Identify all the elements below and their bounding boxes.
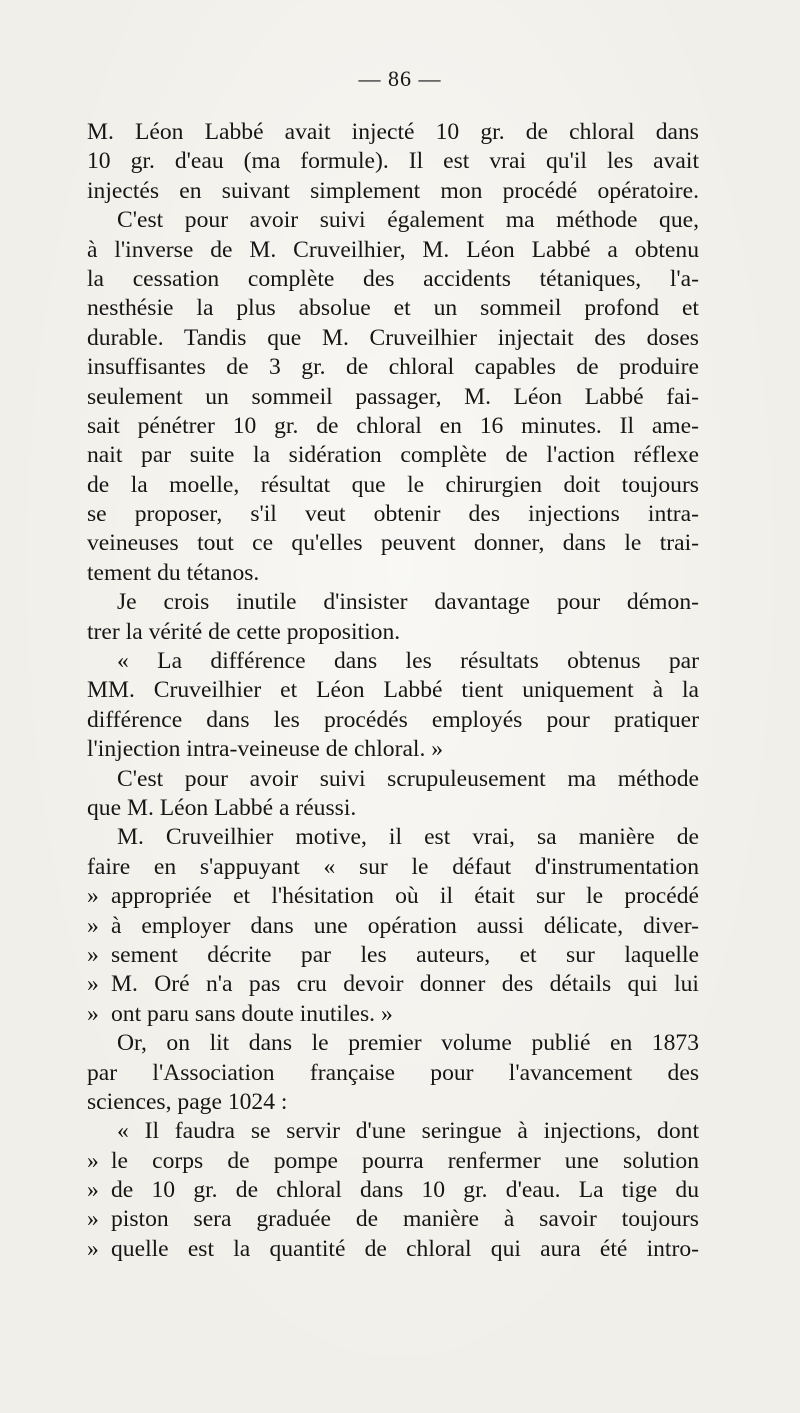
quote-mark: » bbox=[87, 971, 99, 998]
text-line bbox=[87, 441, 699, 470]
line-text: sement décrite par les auteurs, et sur laquelle bbox=[111, 941, 699, 968]
line-text: injectés en suivant simplement mon procédé opératoire. bbox=[87, 177, 699, 204]
line-text: M. Oré n'a pas cru devoir donner des détails qui lui bbox=[111, 971, 699, 998]
line-text: par l'Association française pour l'avancement des bbox=[87, 1059, 699, 1086]
text-line bbox=[87, 1029, 699, 1058]
line-text: seulement un sommeil passager, M. Léon Labbé fai- bbox=[87, 383, 699, 410]
quote-mark: » bbox=[87, 1235, 99, 1262]
text-line bbox=[87, 882, 699, 911]
text-line bbox=[87, 236, 699, 265]
text-line bbox=[87, 324, 699, 353]
text-line bbox=[87, 353, 699, 382]
quote-mark: » bbox=[87, 1177, 99, 1204]
text-line bbox=[87, 1088, 699, 1117]
quote-mark: » bbox=[87, 1000, 99, 1027]
text-line bbox=[87, 794, 699, 823]
text-line bbox=[87, 706, 699, 735]
line-text: M. Cruveilhier motive, il est vrai, sa manière de bbox=[117, 824, 699, 851]
line-text: le corps de pompe pourra renfermer une solution bbox=[111, 1147, 699, 1174]
text-line bbox=[87, 1205, 699, 1234]
line-text: ont paru sans doute inutiles. » bbox=[111, 1000, 393, 1027]
text-line bbox=[87, 970, 699, 999]
text-line bbox=[87, 412, 699, 441]
text-line bbox=[87, 647, 699, 676]
text-line bbox=[87, 1147, 699, 1176]
text-line bbox=[87, 823, 699, 852]
text-line bbox=[87, 383, 699, 412]
text-line bbox=[87, 559, 699, 588]
line-text: « La différence dans les résultats obtenus par bbox=[117, 648, 699, 675]
line-text: quelle est la quantité de chloral qui aura été intro- bbox=[111, 1235, 699, 1262]
line-text: durable. Tandis que M. Cruveilhier injectait des doses bbox=[87, 324, 699, 351]
line-text: de la moelle, résultat que le chirurgien doit toujours bbox=[87, 471, 699, 498]
line-text: M. Léon Labbé avait injecté 10 gr. de chloral dans bbox=[87, 119, 699, 145]
line-text: sait pénétrer 10 gr. de chloral en 16 minutes. Il ame- bbox=[87, 412, 699, 439]
quote-mark: » bbox=[87, 1206, 99, 1233]
line-text: l'injection intra-veineuse de chloral. » bbox=[87, 736, 444, 763]
text-line bbox=[87, 206, 699, 235]
text-line bbox=[87, 676, 699, 705]
text-line bbox=[87, 941, 699, 970]
quote-mark: » bbox=[87, 912, 99, 939]
line-text: C'est pour avoir suivi également ma méthode que, bbox=[117, 207, 699, 234]
text-line bbox=[87, 735, 699, 764]
line-text: veineuses tout ce qu'elles peuvent donner, dans le trai- bbox=[87, 530, 699, 557]
page-number: — 86 — bbox=[358, 66, 442, 91]
text-line bbox=[87, 500, 699, 529]
line-text: nait par suite la sidération complète de l'action réflexe bbox=[87, 442, 699, 469]
line-text: 10 gr. d'eau (ma formule). Il est vrai qu'il les avait bbox=[87, 148, 699, 175]
line-text: C'est pour avoir suivi scrupuleusement ma méthode bbox=[117, 765, 699, 792]
quote-mark: » bbox=[87, 1147, 99, 1174]
line-text: Or, on lit dans le premier volume publié en 1873 bbox=[117, 1030, 699, 1057]
text-line bbox=[87, 147, 699, 176]
text-line bbox=[87, 618, 699, 647]
text-line bbox=[87, 471, 699, 500]
body-text bbox=[87, 118, 699, 1264]
line-text: à employer dans une opération aussi délicate, diver- bbox=[111, 912, 699, 939]
text-line bbox=[87, 1000, 699, 1029]
text-line bbox=[87, 912, 699, 941]
quote-mark: » bbox=[87, 941, 99, 968]
text-line bbox=[87, 265, 699, 294]
text-line bbox=[87, 853, 699, 882]
line-text: nesthésie la plus absolue et un sommeil profond et bbox=[87, 295, 699, 322]
quote-mark: » bbox=[87, 883, 99, 910]
text-line bbox=[87, 765, 699, 794]
line-text: insuffisantes de 3 gr. de chloral capables de produire bbox=[87, 354, 699, 381]
line-text: trer la vérité de cette proposition. bbox=[87, 618, 401, 645]
line-text: différence dans les procédés employés pour pratiquer bbox=[87, 706, 699, 733]
line-text: sciences, page 1024 : bbox=[87, 1088, 288, 1115]
text-line bbox=[87, 1117, 699, 1146]
line-text: se proposer, s'il veut obtenir des injections intra- bbox=[87, 501, 699, 528]
line-text: tement du tétanos. bbox=[87, 559, 260, 586]
line-text: Je crois inutile d'insister davantage pour démon- bbox=[117, 589, 699, 616]
line-text: faire en s'appuyant « sur le défaut d'instrumentation bbox=[87, 853, 699, 880]
text-line bbox=[87, 177, 699, 206]
text-line bbox=[87, 529, 699, 558]
text-line bbox=[87, 588, 699, 617]
text-line bbox=[87, 1235, 699, 1264]
line-text: à l'inverse de M. Cruveilhier, M. Léon Labbé a obtenu bbox=[87, 236, 699, 263]
line-text: que M. Léon Labbé a réussi. bbox=[87, 794, 357, 821]
text-line bbox=[87, 1176, 699, 1205]
line-text: de 10 gr. de chloral dans 10 gr. d'eau. La tige du bbox=[111, 1177, 699, 1204]
line-text: appropriée et l'hésitation où il était sur le procédé bbox=[111, 883, 699, 910]
line-text: la cessation complète des accidents tétaniques, l'a- bbox=[87, 265, 699, 292]
text-line bbox=[87, 294, 699, 323]
line-text: piston sera graduée de manière à savoir toujours bbox=[111, 1206, 699, 1233]
text-line bbox=[87, 1059, 699, 1088]
line-text: MM. Cruveilhier et Léon Labbé tient uniquement à la bbox=[87, 677, 699, 704]
text-line bbox=[87, 118, 699, 147]
line-text: « Il faudra se servir d'une seringue à injections, dont bbox=[117, 1118, 699, 1145]
